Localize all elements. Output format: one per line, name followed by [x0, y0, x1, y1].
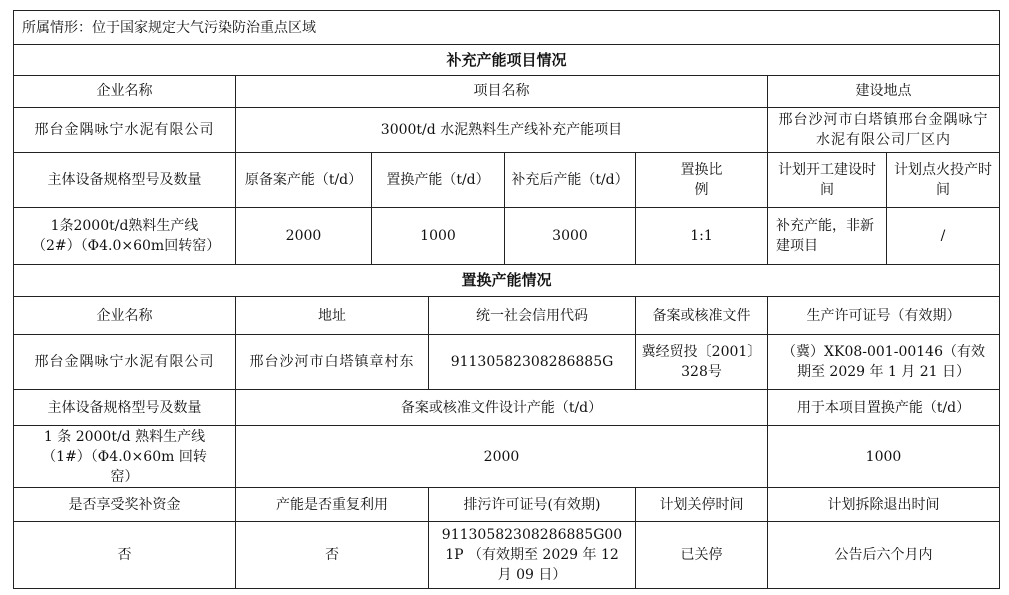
start-time-header: 计划开工建设时间 [768, 153, 887, 208]
replacement-equipment: 1 条 2000t/d 熟料生产线（1#）（Φ4.0×60m 回转窑） [14, 426, 236, 488]
subsidy-value: 否 [14, 522, 236, 589]
orig-capacity-header: 原备案产能（t/d） [236, 153, 372, 208]
discharge-permit-value: 91130582308286885G001P （有效期至 2029 年 12 月 09 日） [429, 522, 636, 589]
reuse-value: 否 [236, 522, 429, 589]
discharge-permit-header: 排污许可证号(有效期) [429, 487, 636, 521]
reuse-header: 产能是否重复利用 [236, 487, 429, 521]
capacity-table [13, 10, 1000, 589]
shutdown-time-value: 已关停 [636, 522, 768, 589]
replacement-company-header: 企业名称 [14, 296, 236, 334]
design-capacity-header: 备案或核准文件设计产能（t/d） [236, 389, 768, 425]
supplement-section-heading: 补充产能项目情况 [14, 45, 1000, 75]
supplement-company-header: 企业名称 [14, 75, 236, 107]
address-header: 地址 [236, 296, 429, 334]
start-time-value: 补充产能，非新建项目 [768, 208, 887, 265]
orig-capacity-value: 2000 [236, 208, 372, 265]
supplement-project: 3000t/d 水泥熟料生产线补充产能项目 [236, 107, 768, 152]
after-capacity-value: 3000 [505, 208, 636, 265]
license-value: （冀）XK08-001-00146（有效期至 2029 年 1 月 21 日） [768, 335, 1000, 390]
replacement-address: 邢台沙河市白塔镇章村东 [236, 335, 429, 390]
credit-code-header: 统一社会信用代码 [429, 296, 636, 334]
after-capacity-header: 补充后产能（t/d） [505, 153, 636, 208]
ratio-value: 1:1 [636, 208, 768, 265]
credit-code-value: 91130582308286885G [429, 335, 636, 390]
ignite-time-value: / [887, 208, 1000, 265]
used-capacity-header: 用于本项目置换产能（t/d） [768, 389, 1000, 425]
region-statement: 所属情形：位于国家规定大气污染防治重点区域 [14, 11, 1000, 45]
subsidy-header: 是否享受奖补资金 [14, 487, 236, 521]
supplement-company: 邢台金隅咏宁水泥有限公司 [14, 107, 236, 152]
exit-time-value: 公告后六个月内 [768, 522, 1000, 589]
supplement-project-header: 项目名称 [236, 75, 768, 107]
supplement-location: 邢台沙河市白塔镇邢台金隅咏宁水泥有限公司厂区内 [768, 107, 1000, 152]
exit-time-header: 计划拆除退出时间 [768, 487, 1000, 521]
approval-doc-value: 冀经贸投〔2001〕328号 [636, 335, 768, 390]
license-header: 生产许可证号（有效期） [768, 296, 1000, 334]
shutdown-time-header: 计划关停时间 [636, 487, 768, 521]
replace-capacity-header: 置换产能（t/d） [372, 153, 505, 208]
ignite-time-header: 计划点火投产时间 [887, 153, 1000, 208]
replacement-section-heading: 置换产能情况 [14, 264, 1000, 296]
ratio-header: 置换比例 [636, 153, 768, 208]
approval-doc-header: 备案或核准文件 [636, 296, 768, 334]
supplement-location-header: 建设地点 [768, 75, 1000, 107]
design-capacity-value: 2000 [236, 426, 768, 488]
replacement-company: 邢台金隅咏宁水泥有限公司 [14, 335, 236, 390]
supplement-equipment-header: 主体设备规格型号及数量 [14, 153, 236, 208]
replacement-equipment-header: 主体设备规格型号及数量 [14, 389, 236, 425]
replace-capacity-value: 1000 [372, 208, 505, 265]
used-capacity-value: 1000 [768, 426, 1000, 488]
supplement-equipment: 1条2000t/d熟料生产线（2#）（Φ4.0×60m回转窑） [14, 208, 236, 265]
